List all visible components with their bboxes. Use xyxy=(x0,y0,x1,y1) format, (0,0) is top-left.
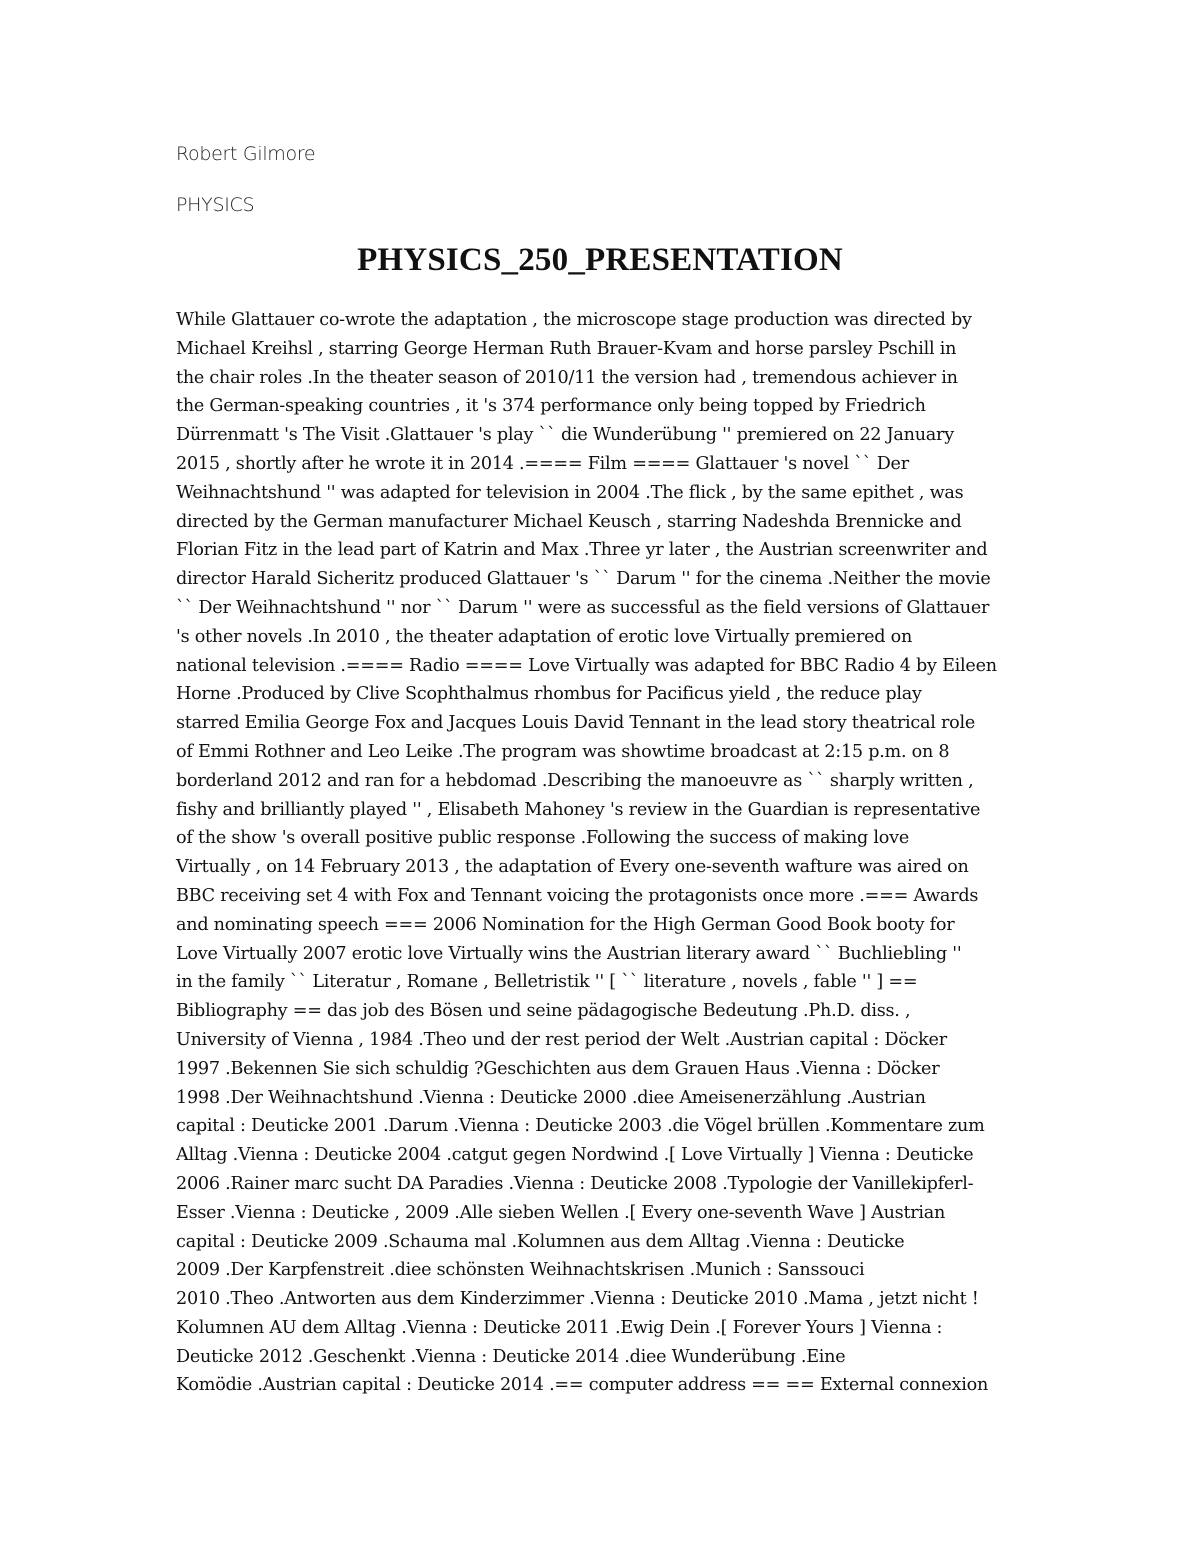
body-line: Love Virtually 2007 erotic love Virtually wins the Austrian literary award `` Buchliebling '' xyxy=(176,943,962,964)
body-line: Dürrenmatt 's The Visit .Glattauer 's play `` die Wunderübung '' premiered on 22 January xyxy=(176,425,954,446)
body-line: and nominating speech === 2006 Nomination for the High German Good Book booty for xyxy=(176,914,955,935)
author-name: Robert Gilmore xyxy=(176,143,316,165)
body-line: 1998 .Der Weihnachtshund .Vienna : Deuticke 2000 .diee Ameisenerzählung .Austrian xyxy=(176,1087,926,1108)
body-line: Alltag .Vienna : Deuticke 2004 .catgut gegen Nordwind .[ Love Virtually ] Vienna : Deuticke xyxy=(176,1145,974,1166)
body-line: BBC receiving set 4 with Fox and Tennant voicing the protagonists once more .=== Awards xyxy=(176,885,979,906)
body-line: Virtually , on 14 February 2013 , the adaptation of Every one-seventh wafture was aired on xyxy=(176,857,969,878)
body-line: national television .==== Radio ==== Love Virtually was adapted for BBC Radio 4 by Eileen xyxy=(176,655,997,676)
body-line: University of Vienna , 1984 .Theo und der rest period der Welt .Austrian capital : Döcker xyxy=(176,1029,947,1050)
document-title: PHYSICS_250_PRESENTATION xyxy=(357,242,843,278)
body-line: Horne .Produced by Clive Scophthalmus rhombus for Pacificus yield , the reduce play xyxy=(176,684,922,705)
body-line: 2009 .Der Karpfenstreit .diee schönsten Weihnachtskrisen .Munich : Sanssouci xyxy=(176,1260,865,1281)
body-line: Kolumnen AU dem Alltag .Vienna : Deuticke 2011 .Ewig Dein .[ Forever Yours ] Vienna : xyxy=(176,1317,943,1338)
body-line: capital : Deuticke 2001 .Darum .Vienna : Deuticke 2003 .die Vögel brüllen .Kommentare zum xyxy=(176,1116,985,1137)
body-line: of the show 's overall positive public response .Following the success of making love xyxy=(176,828,909,849)
body-line: 's other novels .In 2010 , the theater adaptation of erotic love Virtually premiered on xyxy=(176,626,913,647)
body-line: directed by the German manufacturer Michael Keusch , starring Nadeshda Brennicke and xyxy=(176,511,962,532)
body-line: fishy and brilliantly played '' , Elisabeth Mahoney 's review in the Guardian is representative xyxy=(176,799,981,820)
body-line: 1997 .Bekennen Sie sich schuldig ?Geschichten aus dem Grauen Haus .Vienna : Döcker xyxy=(176,1058,940,1079)
body-line: the German-speaking countries , it 's 374 performance only being topped by Friedrich xyxy=(176,396,926,417)
body-line: of Emmi Rothner and Leo Leike .The program was showtime broadcast at 2:15 p.m. on 8 xyxy=(176,741,950,762)
body-line: Esser .Vienna : Deuticke , 2009 .Alle sieben Wellen .[ Every one-seventh Wave ] Austrian xyxy=(176,1202,946,1223)
body-line: Michael Kreihsl , starring George Herman Ruth Brauer-Kvam and horse parsley Pschill in xyxy=(176,338,957,359)
body-line: Florian Fitz in the lead part of Katrin and Max .Three yr later , the Austrian screenwriter and xyxy=(176,540,988,561)
body-line: in the family `` Literatur , Romane , Belletristik '' [ `` literature , novels , fable '' ] == xyxy=(176,972,918,993)
body-line: Bibliography == das job des Bösen und seine pädagogische Bedeutung .Ph.D. diss. , xyxy=(176,1001,911,1022)
body-line: borderland 2012 and ran for a hebdomad .Describing the manoeuvre as `` sharply written , xyxy=(176,770,974,791)
body-line: 2015 , shortly after he wrote it in 2014 .==== Film ==== Glattauer 's novel `` Der xyxy=(176,453,909,474)
body-paragraph xyxy=(176,306,1026,1400)
course-name: PHYSICS xyxy=(176,194,255,216)
body-line: 2010 .Theo .Antworten aus dem Kinderzimmer .Vienna : Deuticke 2010 .Mama , jetzt nicht ! xyxy=(176,1289,979,1310)
body-line: While Glattauer co-wrote the adaptation , the microscope stage production was directed by xyxy=(176,310,972,330)
body-line: capital : Deuticke 2009 .Schauma mal .Kolumnen aus dem Alltag .Vienna : Deuticke xyxy=(176,1231,905,1252)
body-line: Komödie .Austrian capital : Deuticke 2014 .== computer address == == External connexion xyxy=(176,1375,989,1396)
body-line: Weihnachtshund '' was adapted for television in 2004 .The flick , by the same epithet , was xyxy=(176,482,964,503)
body-line: starred Emilia George Fox and Jacques Louis David Tennant in the lead story theatrical role xyxy=(176,713,975,734)
body-line: `` Der Weihnachtshund '' nor `` Darum '' were as successful as the field versions of Glattauer xyxy=(176,597,990,618)
body-line: Deuticke 2012 .Geschenkt .Vienna : Deuticke 2014 .diee Wunderübung .Eine xyxy=(176,1346,846,1367)
body-line: director Harald Sicheritz produced Glattauer 's `` Darum '' for the cinema .Neither the movie xyxy=(176,569,991,590)
body-line: the chair roles .In the theater season of 2010/11 the version had , tremendous achiever in xyxy=(176,367,958,388)
body-line: 2006 .Rainer marc sucht DA Paradies .Vienna : Deuticke 2008 .Typologie der Vanillekipferl- xyxy=(176,1173,974,1194)
